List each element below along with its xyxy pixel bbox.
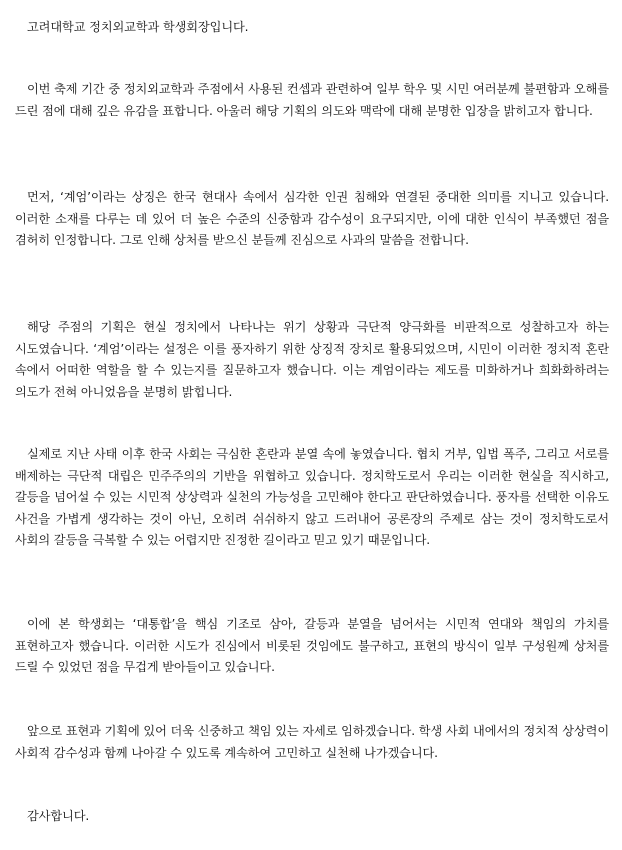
paragraph-context: 실제로 지난 사태 이후 한국 사회는 극심한 혼란과 분열 속에 놓였습니다. 협치 거부, 입법 폭주, 그리고 서로를 배제하는 극단적 대립은 민주주의의 기반을 위협하고 있습니다. 정치학도로서 우리는 이러한 현실을 직시하고, 갈등을 넘어설 수 있는 시민적 상상력과 실천의 가능성을 고민해야 한다고 판단하였습니다. 풍자를 선택한 이유도 사건을 가볍게 생각하는 것이 아닌, 오히려 쉬쉬하지 않고 드러내어 공론장의 주제로 삼는 것이 정치학도로서 사회의 갈등을 극복할 수 있는 어렵지만 진정한 길이라고 믿고 있기 때문입니다.	[15, 447, 609, 547]
paragraph-commitment: 앞으로 표현과 기획에 있어 더욱 신중하고 책임 있는 자세로 임하겠습니다. 학생 사회 내에서의 정치적 상상력이 사회적 감수성과 함께 나아갈 수 있도록 계속하여 고민하고 실천해 나가겠습니다.	[15, 724, 609, 760]
paragraph-unity: 이에 본 학생회는 ‘대통합’을 핵심 기조로 삼아, 갈등과 분열을 넘어서는 시민적 연대와 책임의 가치를 표현하고자 했습니다. 이러한 시도가 진심에서 비롯된 것임에도 불구하고, 표현의 방식이 일부 구성원께 상처를 드릴 수 있었던 점을 무겁게 받아들이고 있습니다.	[15, 617, 609, 674]
closing: 감사합니다.	[27, 809, 90, 823]
paragraph-intent: 해당 주점의 기획은 현실 정치에서 나타나는 위기 상황과 극단적 양극화를 비판적으로 성찰하고자 하는 시도였습니다. ‘계엄’이라는 설정은 이를 풍자하기 위한 상징적 장치로 활용되었으며, 시민이 이러한 정치적 혼란 속에서 어떠한 역할을 할 수 있는지를 질문하고자 했습니다. 이는 계엄이라는 제도를 미화하거나 희화화하려는 의도가 전혀 아니었음을 분명히 밝힙니다.	[15, 320, 609, 399]
paragraph-intro: 이번 축제 기간 중 정치외교학과 주점에서 사용된 컨셉과 관련하여 일부 학우 및 시민 여러분께 불편함과 오해를 드린 점에 대해 깊은 유감을 표합니다. 아울러 해당 기획의 의도와 맥락에 대해 분명한 입장을 밝히고자 합니다.	[15, 82, 609, 118]
paragraph-apology: 먼저, ‘계엄’이라는 상징은 한국 현대사 속에서 심각한 인권 침해와 연결된 중대한 의미를 지니고 있습니다. 이러한 소재를 다루는 데 있어 더 높은 수준의 신중함과 감수성이 요구되지만, 이에 대한 인식이 부족했던 점을 겸허히 인정합니다. 그로 인해 상처를 받으신 분들께 진심으로 사과의 말씀을 전합니다.	[15, 190, 609, 247]
greeting: 고려대학교 정치외교학과 학생회장입니다.	[27, 20, 249, 34]
